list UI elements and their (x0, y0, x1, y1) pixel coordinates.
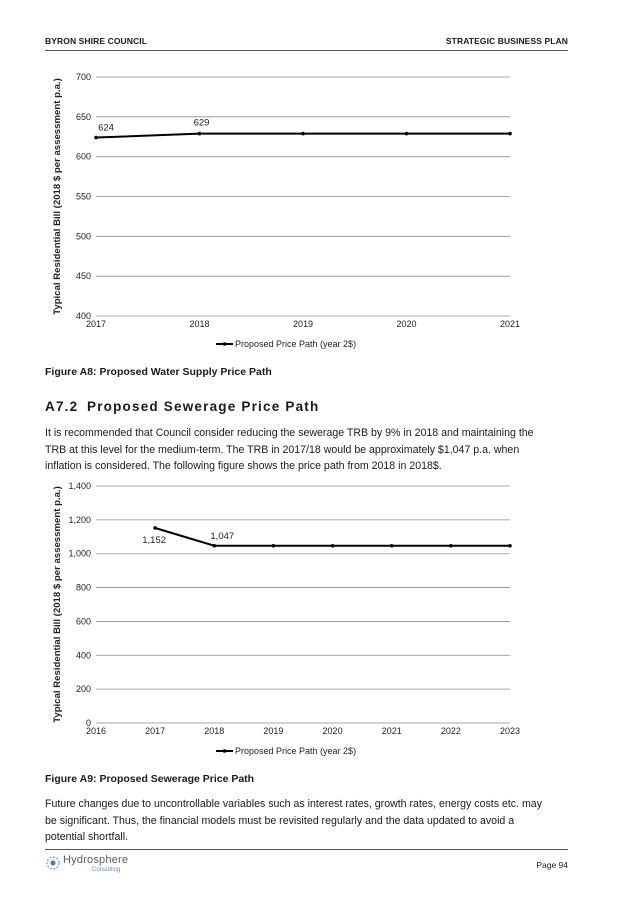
sewerage-price-path-chart (0, 470, 642, 770)
data-label: 629 (193, 117, 210, 129)
section-number: A7.2 (45, 399, 79, 414)
figure-a8-caption: Figure A8: Proposed Water Supply Price Path (45, 366, 272, 378)
paragraph-line: potential shortfall. (45, 831, 129, 843)
y-tick-label: 400 (75, 311, 91, 321)
y-axis-title: Typical Residential Bill (2018 $ per assessment p.a.) (52, 486, 63, 723)
data-point (508, 544, 512, 548)
paragraph-future-changes (45, 796, 565, 846)
paragraph-line: be significant. Thus, the financial models must be revisited regularly and the data updated to avoid a (45, 814, 515, 827)
header-document-title: STRATEGIC BUSINESS PLAN (445, 36, 568, 46)
x-tick-label: 2019 (292, 319, 314, 329)
y-tick-label: 500 (75, 231, 91, 242)
figure-a9-caption: Figure A9: Proposed Sewerage Price Path (45, 773, 255, 785)
legend-label: Proposed Price Path (year 2$) (235, 339, 357, 350)
hydrosphere-logo (45, 853, 165, 875)
header-organization: BYRON SHIRE COUNCIL (45, 36, 148, 46)
footer-divider (45, 849, 568, 850)
section-heading (45, 399, 319, 414)
x-tick-label: 2020 (396, 319, 417, 329)
data-point (331, 544, 335, 548)
x-tick-label: 2019 (263, 726, 284, 736)
data-point (272, 544, 276, 548)
x-tick-label: 2018 (189, 319, 210, 329)
legend-label: Proposed Price Path (year 2$) (235, 746, 357, 757)
hydrosphere-logo-icon (45, 855, 61, 871)
y-tick-label: 400 (75, 650, 91, 661)
data-label: 624 (98, 122, 114, 134)
paragraph-line: inflation is considered. The following figure shows the price path from 2018 in 2018$. (45, 460, 442, 472)
data-point (198, 132, 202, 136)
data-point (449, 544, 453, 548)
y-tick-label: 200 (75, 684, 91, 695)
y-axis-title: Typical Residential Bill (2018 $ per assessment p.a.) (52, 78, 63, 315)
section-title: Proposed Sewerage Price Path (87, 399, 320, 414)
x-tick-label: 2018 (204, 726, 225, 736)
data-point (301, 132, 305, 136)
y-tick-label: 1,400 (68, 481, 91, 491)
data-point (212, 544, 216, 548)
page-number: Page 94 (536, 860, 568, 870)
paragraph-line: Future changes due to uncontrollable variables such as interest rates, growth rates, energy costs etc. may (45, 798, 542, 810)
logo-subtitle: Consulting (92, 867, 121, 873)
y-tick-label: 1,200 (68, 514, 91, 525)
x-tick-label: 2021 (381, 726, 402, 736)
paragraph-line: TRB at this level for the medium-term. The TRB in 2017/18 would be approximately $1,047 p.a. when (45, 443, 520, 456)
x-tick-label: 2023 (499, 726, 521, 736)
data-point (94, 136, 98, 140)
y-tick-label: 800 (75, 582, 91, 593)
data-point (405, 132, 409, 136)
x-tick-label: 2016 (85, 726, 107, 736)
x-tick-label: 2017 (145, 726, 166, 736)
y-tick-label: 550 (75, 191, 91, 202)
y-tick-label: 600 (75, 616, 91, 627)
data-point (390, 544, 394, 548)
x-tick-label: 2021 (499, 319, 521, 329)
legend-marker (223, 342, 227, 346)
logo-wordmark: Hydrosphere (63, 854, 129, 866)
x-tick-label: 2017 (85, 319, 107, 329)
water-price-path-chart (0, 0, 642, 360)
y-tick-label: 450 (75, 271, 91, 282)
legend-marker (223, 749, 227, 753)
data-label: 1,047 (210, 530, 235, 542)
y-tick-label: 1,000 (68, 548, 91, 559)
data-point (508, 132, 512, 136)
data-label: 1,152 (142, 534, 167, 546)
paragraph-sewerage-recommendation (45, 425, 565, 475)
x-tick-label: 2020 (322, 726, 343, 736)
data-point (153, 526, 157, 530)
y-tick-label: 650 (75, 111, 91, 122)
y-tick-label: 700 (75, 72, 91, 82)
x-tick-label: 2022 (440, 726, 461, 736)
y-tick-label: 600 (75, 151, 91, 162)
y-tick-label: 0 (85, 718, 91, 728)
series-line (155, 528, 510, 546)
paragraph-line: It is recommended that Council consider reducing the sewerage TRB by 9% in 2018 and maintaining the (45, 427, 534, 439)
